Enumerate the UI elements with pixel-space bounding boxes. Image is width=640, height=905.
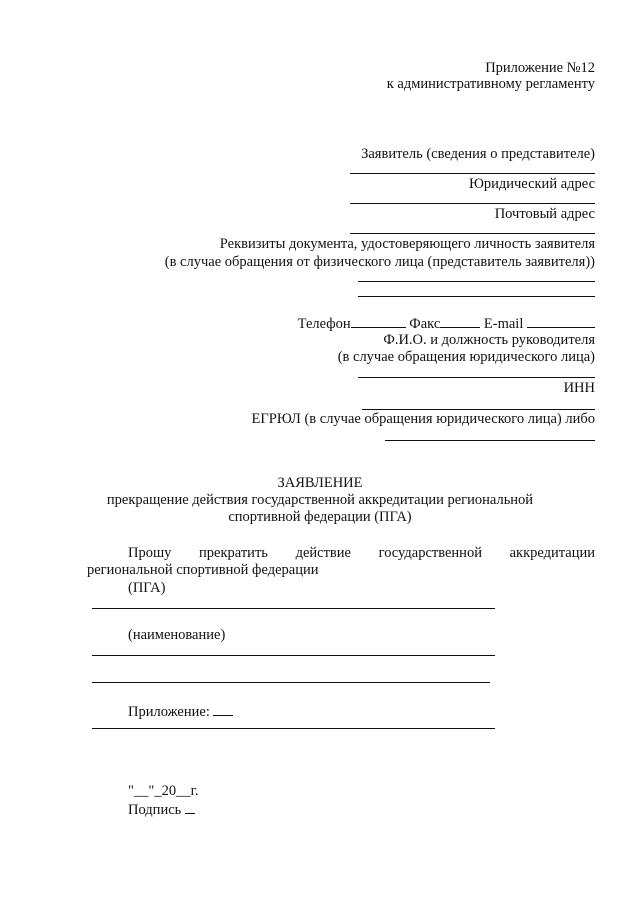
- request-word: действие: [295, 545, 351, 561]
- organization-line-2: [92, 655, 495, 656]
- id-document-note: (в случае обращения от физического лица (представитель заявителя)): [164, 254, 595, 270]
- phone-blank: [351, 315, 406, 328]
- name-label: (наименование): [128, 627, 226, 643]
- postal-address-line: [350, 233, 595, 234]
- appendix-regulation: к административному регламенту: [386, 76, 595, 92]
- applicant-label: Заявитель (сведения о представителе): [361, 146, 595, 162]
- fax-blank: [440, 315, 480, 328]
- inn-line: [362, 409, 595, 410]
- request-word: аккредитации: [509, 545, 595, 561]
- organization-line-1: [92, 608, 495, 609]
- email-label: E-mail: [483, 316, 524, 332]
- appendix-number: Приложение №12: [485, 60, 595, 76]
- request-line-1: [128, 545, 595, 562]
- contacts-row: [298, 315, 595, 333]
- attachment-blank: [213, 703, 233, 716]
- egrul-line: [385, 440, 595, 441]
- head-name-line: [358, 377, 595, 378]
- date-field: "__"_20__г.: [128, 783, 199, 799]
- document-subtitle-1: прекращение действия государственной аккредитации региональной: [106, 492, 534, 508]
- signature-blank: [185, 801, 195, 814]
- email-blank: [527, 315, 595, 328]
- inn-label: ИНН: [563, 380, 595, 396]
- organization-line-3: [92, 682, 490, 683]
- postal-address-label: Почтовый адрес: [494, 206, 595, 222]
- pga-label: (ПГА): [128, 580, 166, 596]
- applicant-line: [350, 173, 595, 174]
- request-word: государственной: [378, 545, 482, 561]
- attachment-row: [128, 703, 233, 721]
- legal-address-line: [350, 203, 595, 204]
- legal-address-label: Юридический адрес: [468, 176, 595, 192]
- attachment-line: [92, 728, 495, 729]
- document-subtitle-2: спортивной федерации (ПГА): [228, 509, 412, 525]
- id-document-line-1: [358, 281, 595, 282]
- id-document-line-2: [358, 296, 595, 297]
- egrul-label: ЕГРЮЛ (в случае обращения юридического лица) либо: [251, 411, 595, 427]
- request-word: Прошу: [128, 545, 172, 561]
- signature-label: Подпись: [128, 802, 182, 818]
- head-name-label: Ф.И.О. и должность руководителя: [383, 332, 595, 348]
- id-document-label: Реквизиты документа, удостоверяющего личность заявителя: [219, 236, 595, 252]
- signature-row: [128, 801, 195, 819]
- head-name-note: (в случае обращения юридического лица): [337, 349, 595, 365]
- request-word: прекратить: [199, 545, 268, 561]
- attachment-label: Приложение:: [128, 704, 210, 720]
- phone-label: Телефон: [297, 316, 351, 332]
- document-title: ЗАЯВЛЕНИЕ: [277, 475, 363, 491]
- fax-label: Факс: [409, 316, 441, 332]
- request-line-2: региональной спортивной федерации: [87, 562, 319, 578]
